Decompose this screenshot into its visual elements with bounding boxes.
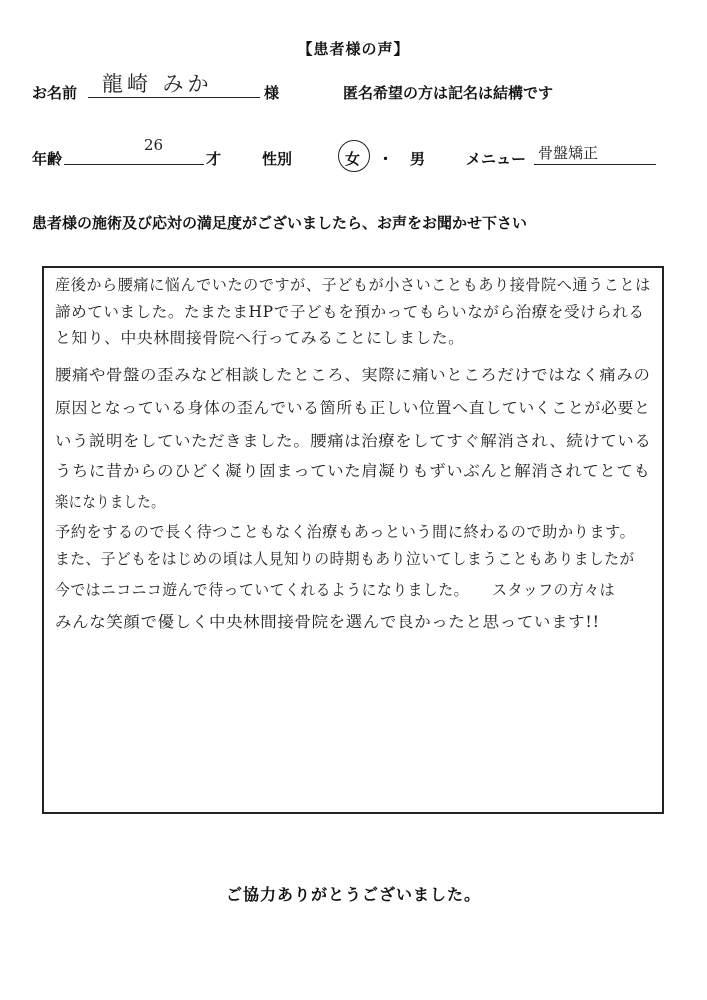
name-underline [88, 97, 260, 98]
comment-line: 楽になりました。 [55, 493, 165, 511]
instruction-text: 患者様の施術及び応対の満足度がございましたら、お声をお聞かせ下さい [32, 214, 528, 232]
menu-value: 骨盤矯正 [538, 144, 599, 162]
comment-line: うちに昔からのひどく凝り固まっていた肩凝りもずいぶんと解消されてとても [55, 462, 651, 480]
comment-line: いう説明をしていただきました。腰痛は治療をしてすぐ解消され、続けている [55, 432, 652, 450]
gender-female: 女 [345, 150, 361, 168]
anonymous-note: 匿名希望の方は記名は結構です [343, 84, 554, 102]
comment-line: 諦めていました。たまたまHPで子どもを預かってもらいながら治療を受けられる [55, 303, 645, 321]
name-label: お名前 [32, 84, 78, 102]
comment-line: 産後から腰痛に悩んでいたのですが、子どもが小さいこともあり接骨院へ通うことは [55, 276, 651, 294]
menu-underline [534, 164, 656, 165]
comment-line: また、子どもをはじめの頃は人見知りの時期もあり泣いてしまうこともありましたが [55, 550, 635, 568]
comment-line: と知り、中央林間接骨院へ行ってみることにしました。 [55, 329, 465, 347]
thank-you-text: ご協力ありがとうございました。 [225, 885, 481, 904]
age-label: 年齢 [32, 150, 63, 168]
age-suffix: 才 [206, 150, 222, 168]
gender-label: 性別 [262, 150, 293, 168]
comment-line: 腰痛や骨盤の歪みなど相談したところ、実際に痛いところだけではなく痛みの [55, 366, 651, 384]
name-suffix: 様 [264, 84, 280, 102]
comment-line: 今ではニコニコ遊んで待っていてくれるようになりました。 スタッフの方々は [55, 581, 615, 599]
comment-line: 原因となっている身体の歪んでいる箇所も正しい位置へ直していくことが必要と [55, 399, 651, 417]
name-value: 龍崎 みか [102, 72, 213, 96]
age-value: 26 [144, 136, 164, 154]
comment-line: 予約をするので長く待つこともなく治療もあっという間に終わるので助かります。 [55, 523, 636, 541]
gender-separator: ・ [378, 150, 394, 168]
age-underline [64, 164, 204, 165]
page-title: 【患者様の声】 [297, 40, 410, 58]
comment-line: みんな笑顔で優しく中央林間接骨院を選んで良かったと思っています!! [55, 613, 600, 631]
menu-label: メニュー [466, 150, 527, 168]
gender-male: 男 [410, 150, 426, 168]
